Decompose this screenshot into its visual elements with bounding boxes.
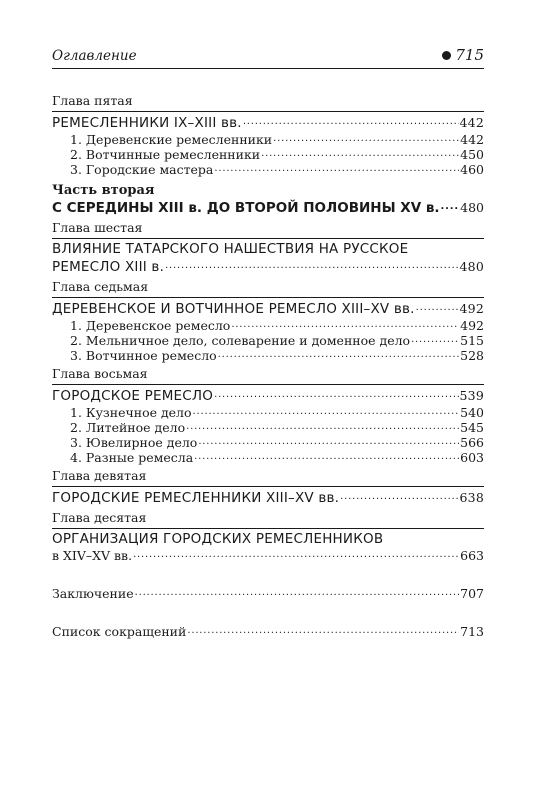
toc-item-text: 3. Городские мастера [70,162,214,177]
conclusion-title: Заключение [52,586,134,601]
toc-item-text: 3. Вотчинное ремесло [70,348,217,363]
chapter-5-entry[interactable] [52,114,484,132]
chapter-5-page: 442 [459,115,484,130]
leader-dots [243,115,459,127]
toc-item-text: 3. Ювелирное дело [70,435,198,450]
toc-item[interactable] [52,420,484,435]
leader-dots [273,132,459,144]
chapter-9-label: Глава девятая [52,468,147,483]
toc-item-text: 2. Вотчинные ремесленники [70,147,261,162]
leader-dots [133,548,459,560]
chapter-8-entry[interactable] [52,387,484,405]
divider [52,111,484,112]
toc-item-page: 515 [460,333,484,348]
chapter-8-page: 539 [459,388,484,403]
divider [52,238,484,239]
toc-item-page: 460 [460,162,484,177]
toc-item-text: 1. Деревенское ремесло [70,318,231,333]
header-section: Оглавление [52,48,137,64]
chapter-10-entry[interactable] [52,548,484,564]
leader-dots [186,420,459,432]
chapter-6-label: Глава шестая [52,220,143,235]
abbreviations-title: Список сокращений [52,624,187,639]
bullet-icon [442,51,451,60]
leader-dots [214,162,459,174]
toc-item-text: 2. Мельничное дело, солеварение и доменное дело [70,333,411,348]
toc-item[interactable] [52,132,484,147]
toc-item[interactable] [52,318,484,333]
chapter-5-label: Глава пятая [52,93,133,108]
abbreviations-page: 713 [460,624,484,639]
toc-item-page: 528 [460,348,484,363]
toc-item[interactable] [52,348,484,363]
toc-item-text: 1. Кузнечное дело [70,405,192,420]
toc-item[interactable] [52,435,484,450]
leader-dots [193,405,460,417]
toc-item-page: 545 [460,420,484,435]
part-2-page: 480 [460,200,484,215]
leader-dots [135,586,460,598]
leader-dots [165,259,458,271]
part-2-label: Часть вторая [52,183,155,198]
chapter-8-title: ГОРОДСКОЕ РЕМЕСЛО [52,388,214,404]
conclusion-page: 707 [460,586,484,601]
leader-dots [411,333,459,345]
leader-dots [416,301,459,313]
toc-item[interactable] [52,162,484,177]
chapter-6-title-line2: РЕМЕСЛО XIII в. [52,259,165,275]
leader-dots [340,490,458,502]
leader-dots [194,450,459,462]
divider [52,486,484,487]
chapter-6-title-line1[interactable]: ВЛИЯНИЕ ТАТАРСКОГО НАШЕСТВИЯ НА РУССКОЕ [52,241,409,257]
toc-item-page: 540 [460,405,484,420]
toc-item[interactable] [52,333,484,348]
chapter-10-label: Глава десятая [52,510,147,525]
chapter-6-entry[interactable] [52,258,484,276]
table-of-contents [52,93,484,640]
leader-dots [231,318,459,330]
chapter-5-title: РЕМЕСЛЕННИКИ IX–XIII вв. [52,115,242,131]
leader-dots [187,624,459,636]
toc-item-text: 4. Разные ремесла [70,450,194,465]
divider [52,384,484,385]
divider [52,297,484,298]
leader-dots [198,435,459,447]
toc-item[interactable] [52,450,484,465]
toc-item-page: 603 [460,450,484,465]
chapter-8-label: Глава восьмая [52,366,148,381]
part-2-title: С СЕРЕДИНЫ XIII в. ДО ВТОРОЙ ПОЛОВИНЫ XV в. [52,200,440,216]
chapter-10-page: 663 [460,548,484,563]
header-page-number: 715 [442,46,484,64]
toc-item[interactable] [52,405,484,420]
chapter-9-page: 638 [459,490,484,505]
leader-dots [261,147,459,159]
leader-dots [441,200,460,212]
chapter-7-page: 492 [459,301,484,316]
chapter-10-title-line2: в XIV–XV вв. [52,548,133,563]
leader-dots [214,388,458,400]
divider [52,528,484,529]
toc-item-page: 566 [460,435,484,450]
chapter-9-entry[interactable] [52,489,484,507]
toc-item-text: 1. Деревенские ремесленники [70,132,273,147]
chapter-6-page: 480 [459,259,484,274]
conclusion-entry[interactable] [52,586,484,602]
toc-item-page: 492 [460,318,484,333]
toc-item[interactable] [52,147,484,162]
part-2-entry[interactable] [52,199,484,217]
toc-page [52,46,484,640]
running-header [52,46,484,69]
abbreviations-entry[interactable] [52,624,484,640]
chapter-7-entry[interactable] [52,300,484,318]
chapter-7-title: ДЕРЕВЕНСКОЕ И ВОТЧИННОЕ РЕМЕСЛО XIII–XV вв. [52,301,415,317]
leader-dots [218,348,459,360]
chapter-10-title-line1[interactable]: ОРГАНИЗАЦИЯ ГОРОДСКИХ РЕМЕСЛЕННИКОВ [52,531,384,547]
toc-item-page: 442 [460,132,484,147]
chapter-9-title: ГОРОДСКИЕ РЕМЕСЛЕННИКИ XIII–XV вв. [52,490,340,506]
toc-item-page: 450 [460,147,484,162]
toc-item-text: 2. Литейное дело [70,420,186,435]
chapter-7-label: Глава седьмая [52,279,149,294]
